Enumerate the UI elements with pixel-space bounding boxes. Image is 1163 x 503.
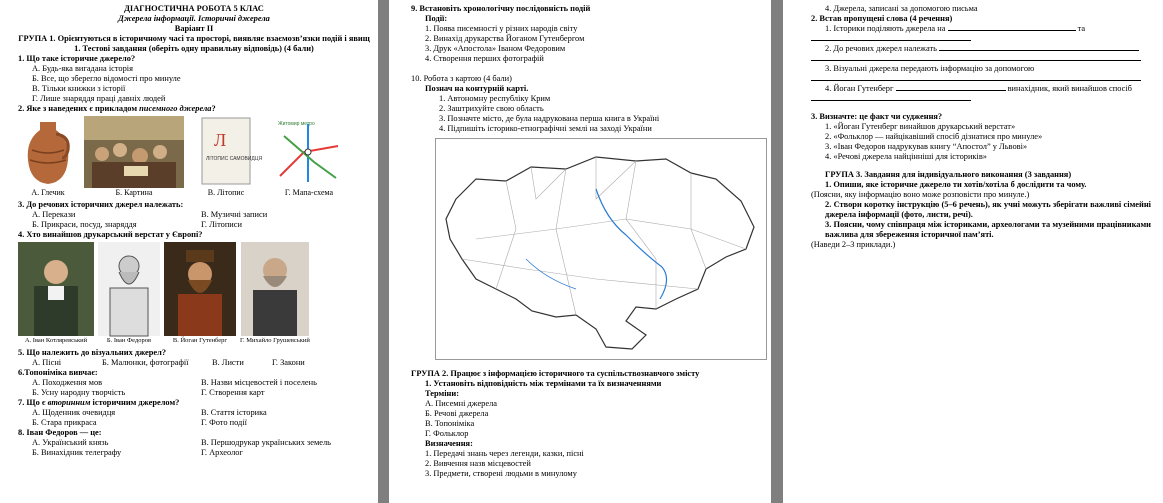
- q9-event-3: 3. Друк «Апостола» Іваном Федоровим: [425, 44, 566, 53]
- task-1: 1. Опиши, яке історичне джерело ти хотів/хотіла б дослідити та чому.: [825, 180, 1087, 189]
- q9-event-1: 1. Поява писемності у різних народів світу: [425, 24, 578, 33]
- fact-item-2: 2. «Фольклор — найцікавіший спосіб дізнатися про минуле»: [825, 132, 1043, 141]
- q4-caption-a: А. Іван Котляревський: [24, 337, 88, 344]
- terms-label: Терміни:: [425, 389, 459, 398]
- q3-row-1: А. Перекази В. Музичні записи: [32, 210, 268, 219]
- q2-caption-a: А. Глечик: [31, 188, 65, 197]
- group3-title: ГРУПА 3. Завдання для індивідуального виконання (3 завдання): [825, 170, 1072, 179]
- fact-item-3: 3. «Іван Федоров надрукував книгу “Апостол” у Львові»: [825, 142, 1028, 151]
- q9-event-2: 2. Винахід друкарства Йоганом Гутенбергом: [425, 34, 585, 43]
- task-3: 3. Поясни, чому співпраця між істориками, археологами та музейними працівниками важлива для збереження історичної пам’яті.: [825, 220, 1151, 239]
- metro-map-icon: [274, 116, 344, 188]
- q10-task-1: 1. Автономну республіку Крим: [439, 94, 551, 103]
- q2-image-painting: [84, 116, 184, 198]
- svg-text:Л: Л: [214, 130, 227, 150]
- page-1: [0, 0, 378, 503]
- fill-line-2: [811, 54, 1151, 64]
- task-2: 2. Створи коротку інструкцію (5–6 речень), як учні можуть зберігати важливі сімейні джерела інформації (фото, листи, речі).: [825, 200, 1151, 219]
- q6-row-1: А. Походження мов В. Назви місцевостей і поселень: [32, 378, 317, 387]
- definition-4: 4. Джерела, записані за допомогою письма: [825, 4, 978, 13]
- q10-subtitle: Познач на контурній карті.: [425, 84, 529, 93]
- fill-sentence-2: 2. До речових джерел належать: [811, 44, 1151, 54]
- contour-map-ukraine: [435, 138, 767, 360]
- question-8: 8. Іван Федоров — це:: [18, 428, 102, 437]
- fact-title: 3. Визначте: це факт чи судження?: [811, 112, 943, 121]
- fact-item-1: 1. «Йоган Гутенберг винайшов друкарський верстат»: [825, 122, 1016, 131]
- q9-events-label: Події:: [425, 14, 448, 23]
- q8-row-2: Б. Винахідник телеграфу Г. Археолог: [32, 448, 243, 457]
- portrait-hrushevskyi: [240, 242, 310, 346]
- q8-row-1: А. Український князь В. Першодрукар українських земель: [32, 438, 331, 447]
- doc-title: ДІАГНОСТИЧНА РОБОТА 5 КЛАС: [124, 4, 264, 13]
- question-6: 6.Топоніміка вивчає:: [18, 368, 98, 377]
- portrait-icon: [18, 242, 94, 336]
- q7-row-1: А. Щоденник очевидця В. Стаття історика: [32, 408, 267, 417]
- question-9: 9. Встановіть хронологічну послідовність подій: [411, 4, 591, 13]
- question-1: 1. Що таке історичне джерело?: [18, 54, 136, 63]
- question-2: 2. Яке з наведених є прикладом писемного джерела?: [18, 104, 216, 113]
- question-4: 4. Хто винайшов друкарський верстат у Європі?: [18, 230, 203, 239]
- page-3: [783, 0, 1163, 503]
- q2-image-metro-map: [274, 116, 344, 198]
- doc-subtitle: Джерела інформації. Історичні джерела: [118, 14, 270, 23]
- definitions-label: Визначення:: [425, 439, 473, 448]
- question-3: 3. До речових історичних джерел належать:: [18, 200, 184, 209]
- portrait-icon: [164, 242, 236, 336]
- q2-image-book: [200, 116, 263, 198]
- q4-caption-b: Б. Іван Федоров: [106, 337, 152, 344]
- q2-caption-b: Б. Картина: [115, 188, 153, 197]
- fill-line-4: [811, 94, 1151, 104]
- definition-2: 2. Вивчення назв місцевостей: [425, 459, 531, 468]
- fill-sentence-4: 4. Йоган Гутенберг винахідник, який винайшов спосіб: [825, 84, 1132, 93]
- portrait-fedorov: [98, 242, 160, 346]
- term-d: Г. Фольклор: [425, 429, 469, 438]
- q2-images: [18, 116, 370, 198]
- tests-title: 1. Тестові завдання (оберіть одну правильну відповідь) (4 бали): [74, 44, 314, 53]
- q7-row-2: Б. Стара прикраса Г. Фото події: [32, 418, 247, 427]
- portrait-icon: [98, 242, 160, 336]
- question-10: 10. Робота з картою (4 бали): [411, 74, 512, 83]
- q4-caption-c: В. Йоган Гутенберг: [172, 337, 228, 344]
- term-b: Б. Речові джерела: [425, 409, 489, 418]
- match-title: 1. Установіть відповідність між термінами та їх визначеннями: [425, 379, 662, 388]
- fill-line-3: [811, 74, 1151, 84]
- term-c: В. Топоніміка: [425, 419, 475, 428]
- svg-text:Житомир метро: Житомир метро: [278, 121, 315, 127]
- variant: Варіант ІІ: [174, 24, 214, 33]
- fill-sentence-1: 1. Історики поділяють джерела на та: [825, 24, 1086, 33]
- fill-title: 2. Встав пропущені слова (4 речення): [811, 14, 953, 23]
- q10-task-2: 2. Заштрихуйте свою область: [439, 104, 544, 113]
- q1-option-a: А. Будь-яка вигадана історія: [32, 64, 133, 73]
- jug-icon: [18, 116, 78, 188]
- definition-3: 3. Предмети, створені людьми в минулому: [425, 469, 577, 478]
- fill-line-1: [811, 34, 1151, 44]
- q1-option-d: Г. Лише знаряддя праці давніх людей: [32, 94, 166, 103]
- q6-row-2: Б. Усну народну творчість Г. Створення карт: [32, 388, 265, 397]
- page-2: [389, 0, 771, 503]
- q10-task-4: 4. Підпишіть історико-етнографічні землі на заході України: [439, 124, 652, 133]
- q4-caption-d: Г. Михайло Грушевський: [240, 337, 310, 344]
- fact-item-4: 4. «Речові джерела найцінніші для істориків»: [825, 152, 987, 161]
- q2-caption-d: Г. Мапа-схема: [284, 188, 334, 197]
- question-7: 7. Що є вторинним історичним джерелом?: [18, 398, 180, 407]
- task-3-note: (Наведи 2–3 приклади.): [811, 240, 896, 249]
- group2-title: ГРУПА 2. Працює з інформацією історичного та суспільствознавчого змісту: [411, 369, 700, 378]
- q9-event-4: 4. Створення перших фотографій: [425, 54, 544, 63]
- painting-icon: [84, 116, 184, 188]
- q2-image-jug: [18, 116, 78, 198]
- q4-portraits: [18, 242, 370, 346]
- q1-option-b: Б. Все, що зберегло відомості про минуле: [32, 74, 181, 83]
- svg-text:ЛІТОПИС САМОВИДЦЯ: ЛІТОПИС САМОВИДЦЯ: [206, 156, 263, 162]
- group1-title: ГРУПА 1. Орієнтуються в історичному часі та просторі, виявляє взаємозв’язки подій і явищ: [18, 34, 370, 43]
- portrait-icon: [241, 242, 309, 336]
- question-5: 5. Що належить до візуальних джерел?: [18, 348, 167, 357]
- term-a: А. Писемні джерела: [425, 399, 497, 408]
- portrait-kotliarevskyi: [18, 242, 94, 346]
- q1-option-c: В. Тільки книжки з історії: [32, 84, 126, 93]
- q3-row-2: Б. Прикраси, посуд, знаряддя Г. Літописи: [32, 220, 242, 229]
- q2-caption-c: В. Літопис: [207, 188, 245, 197]
- book-icon: [200, 116, 263, 188]
- portrait-gutenberg: [164, 242, 236, 346]
- fill-sentence-3: 3. Візуальні джерела передають інформацію за допомогою: [825, 64, 1035, 73]
- task-1-note: (Поясни, яку інформацію воно може розповісти про минуле.): [811, 190, 1030, 199]
- q5-row: А. Пісні Б. Малюнки, фотографії В. Листи Г. Закони: [32, 358, 305, 367]
- definition-1: 1. Передачі знань через легенди, казки, пісні: [425, 449, 584, 458]
- q10-task-3: 3. Позначте місто, де була надрукована перша книга в Україні: [439, 114, 660, 123]
